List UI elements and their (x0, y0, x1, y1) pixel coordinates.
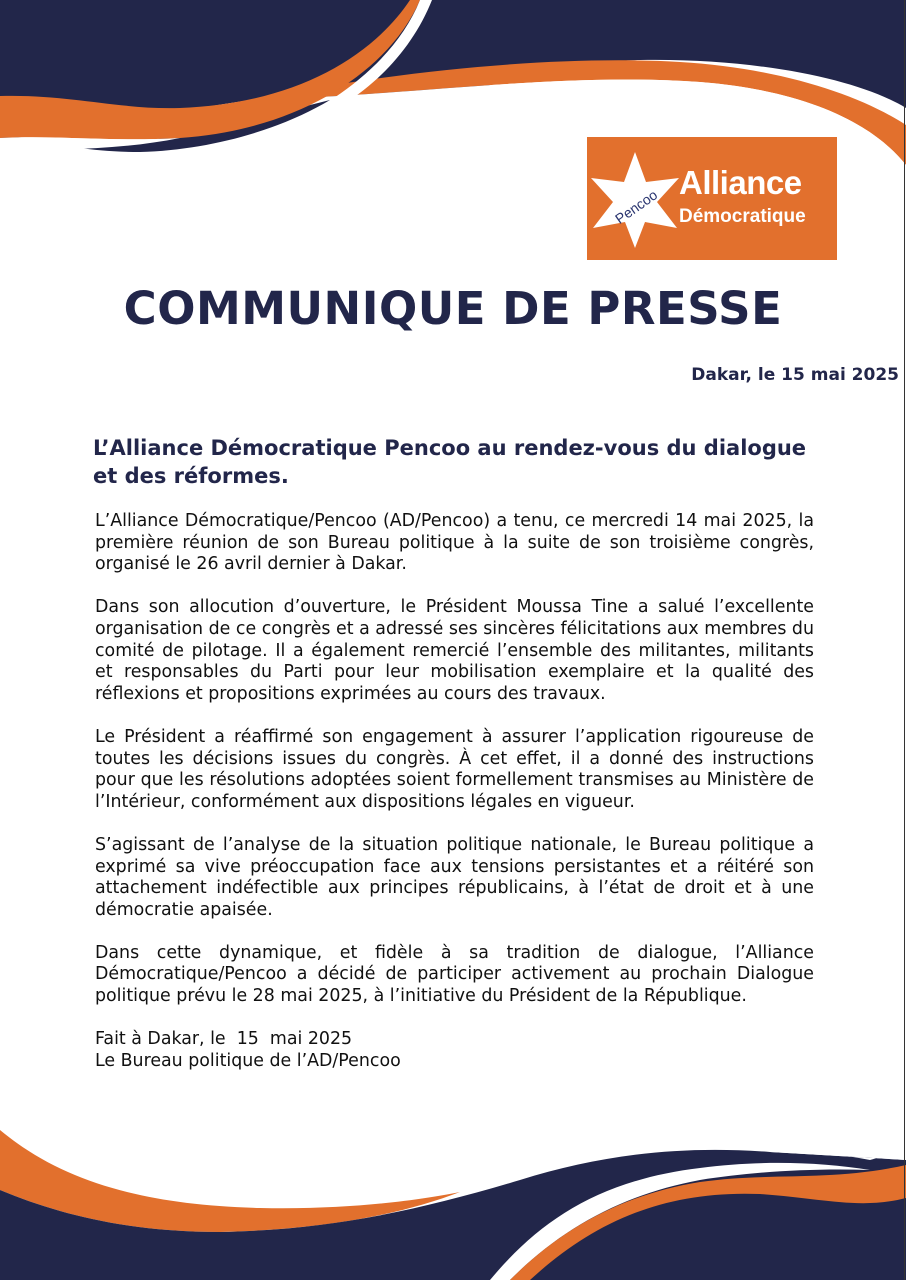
signature-signatory: Le Bureau politique de l’AD/Pencoo (95, 1050, 401, 1071)
signature-place-date: Fait à Dakar, le 15 mai 2025 (95, 1029, 353, 1050)
paragraph: Dans cette dynamique, et fidèle à sa tradition de dialogue, l’Alliance Démocratique/Pencoo a décidé de participer activement au prochain Dialogue politique prévu le 28 mai 2025, à l’initiative du Président de la République. (95, 942, 814, 1007)
signature-block (95, 1029, 814, 1072)
page-title: COMMUNIQUE DE PRESSE (123, 282, 783, 335)
paragraph: S’agissant de l’analyse de la situation politique nationale, le Bureau politique a exprimé sa vive préoccupation face aux tensions persistantes et a réitéré son attachement indéfectible aux principes républicains, à l’état de droit et à une démocratie apaisée. (95, 834, 814, 920)
star-icon (589, 150, 681, 250)
press-release-body (95, 511, 814, 1072)
logo-star-text: Pencoo (612, 186, 661, 227)
page-edge-line (904, 0, 905, 1280)
paragraph: Le Président a réaffirmé son engagement à assurer l’application rigoureuse de toutes les décisions issues du congrès. À cet effet, il a donné des instructions pour que les résolutions adoptées soient formellement transmises au Ministère de l’Intérieur, conformément aux dispositions légales en vigueur. (95, 726, 814, 812)
paragraph: L’Alliance Démocratique/Pencoo (AD/Pencoo) a tenu, ce mercredi 14 mai 2025, la première réunion de son Bureau politique à la suite de son troisième congrès, organisé le 26 avril dernier à Dakar. (95, 511, 814, 575)
party-logo (587, 137, 837, 260)
logo-subtitle: Démocratique (679, 206, 806, 227)
dateline: Dakar, le 15 mai 2025 (691, 365, 899, 385)
logo-title: Alliance (679, 164, 802, 201)
footer-wave-decoration (0, 1120, 906, 1280)
paragraph: Dans son allocution d’ouverture, le Président Moussa Tine a salué l’excellente organisation de ce congrès et a adressé ses sincères félicitations aux membres du comité de pilotage. Il a également remercié l’ensemble des militantes, militants et responsables du Parti pour leur mobilisation exemplaire et la qualité des réflexions et propositions exprimées au cours des travaux. (95, 597, 814, 704)
headline: L’Alliance Démocratique Pencoo au rendez-vous du dialogue et des réformes. (93, 436, 807, 488)
